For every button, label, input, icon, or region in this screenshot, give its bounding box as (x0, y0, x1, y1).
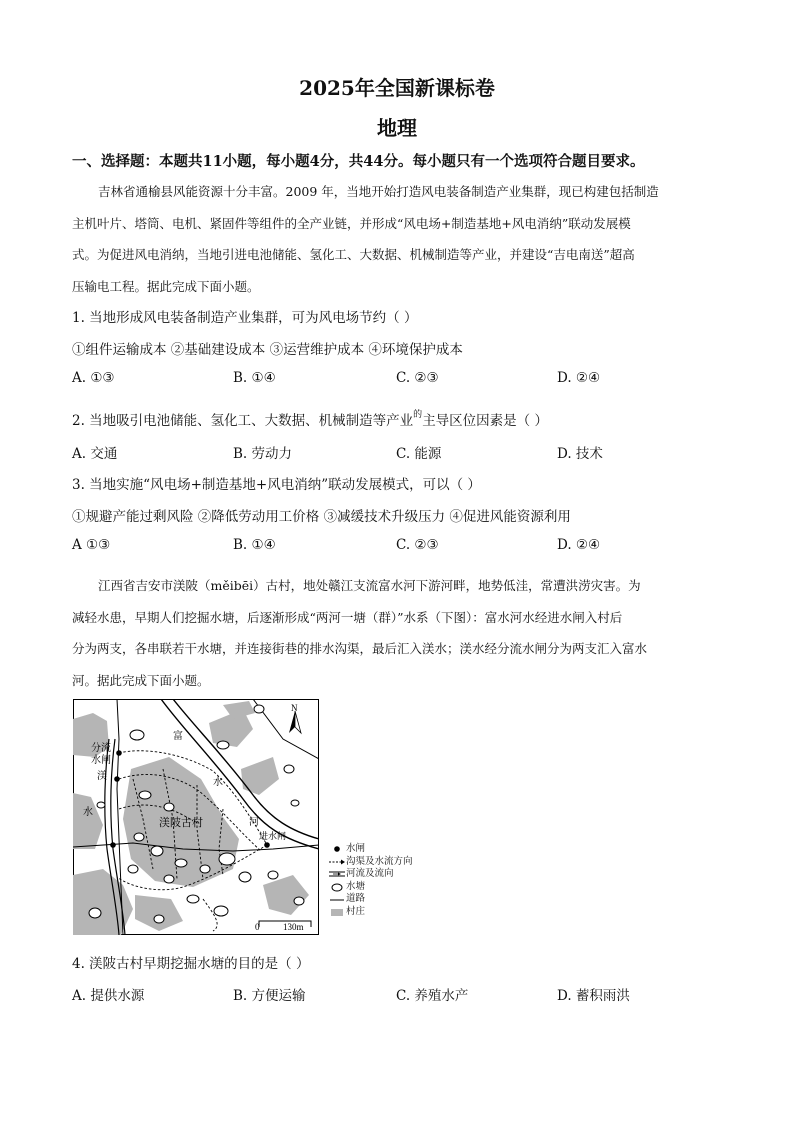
legend-row (328, 868, 413, 881)
passage-line: 压输电工程。据此完成下面小题。 (72, 278, 260, 294)
q3-option-c[interactable]: C. ②③ (396, 537, 439, 553)
legend-label: 村庄 (346, 905, 366, 917)
river-symbol-icon (328, 870, 346, 878)
inlet-sluice-label: 进水闸 (259, 831, 287, 841)
q1-option-d[interactable]: D. ②④ (557, 370, 601, 386)
passage-line: 分为两支，各串联若干水塘，并连接街巷的排水沟渠，最后汇入渼水；渼水经分流水闸分为两支汇入富水 (72, 641, 648, 656)
q2-stem-part: 2. 当地吸引电池储能、氢化工、大数据、机械制造等产业 (72, 413, 414, 429)
scale-length: 130m (283, 922, 304, 932)
question-3-stem: 3. 当地实施“风电场+制造基地+风电消纳”联动发展模式，可以（ ） (72, 477, 481, 493)
legend-label: 水闸 (346, 843, 366, 854)
sluice-split-label-2: 水闸 (91, 755, 111, 766)
fushui-label-1: 富 (173, 731, 183, 742)
q3-option-b[interactable]: B. ①④ (233, 537, 276, 553)
q1-option-c[interactable]: C. ②③ (396, 370, 439, 386)
passage-line: 江西省吉安市渼陂（měibēi）古村，地处赣江支流富水河下游河畔，地势低洼，常遭洪涝灾害。为 (98, 578, 641, 593)
passage-line: 主机叶片、塔筒、电机、紧固件等组件的全产业链，并形成“风电场+制造基地+风电消纳”联动发展模 (72, 215, 631, 231)
meishui-label-1: 渼 (97, 771, 107, 782)
village-label: 渼陂古村 (159, 817, 203, 829)
q2-stem-sup: 的 (413, 410, 423, 420)
q1-option-b[interactable]: B. ①④ (233, 370, 276, 386)
question-3-items: ①规避产能过剩风险 ②降低劳动用工价格 ③减缓技术升级压力 ④促进风能资源利用 (72, 509, 571, 525)
sluice-symbol-icon (328, 845, 346, 853)
q2-option-d[interactable]: D. 技术 (557, 446, 603, 462)
sluice-split-label-1: 分流 (91, 743, 111, 754)
legend-row (328, 893, 413, 906)
legend-label: 水塘 (346, 880, 366, 892)
legend-row (328, 906, 413, 919)
meishui-label-2: 水 (83, 807, 93, 818)
scale-zero: 0 (255, 922, 260, 932)
q2-stem-part: 主导区位因素是（ ） (422, 413, 548, 429)
q3-option-d[interactable]: D. ②④ (557, 537, 601, 553)
q4-option-d[interactable]: D. 蓄积雨洪 (557, 988, 630, 1004)
passage-meibei-village (72, 570, 722, 696)
question-2-stem (72, 407, 548, 429)
map-legend (328, 843, 413, 919)
q4-option-a[interactable]: A. 提供水源 (72, 988, 145, 1004)
north-label: N (291, 703, 298, 713)
ditch-symbol-icon (328, 858, 346, 866)
road-symbol-icon (328, 896, 346, 904)
village-symbol-icon (328, 908, 346, 917)
pond-symbol-icon (328, 883, 346, 892)
legend-row (328, 856, 413, 869)
fushui-label-3: 河 (249, 817, 259, 828)
fushui-label-2: 水 (213, 777, 223, 788)
q1-option-a[interactable]: A. ①③ (72, 370, 115, 386)
legend-row (328, 843, 413, 856)
legend-label: 河流及流向 (346, 868, 394, 880)
legend-row (328, 881, 413, 894)
q2-option-b[interactable]: B. 劳动力 (233, 446, 293, 462)
passage-line: 减轻水患，早期人们挖掘水塘，后逐渐形成“两河一塘（群）”水系（下图）：富水河水经进水闸入村后 (72, 609, 623, 625)
passage-line: 河。据此完成下面小题。 (72, 672, 210, 688)
passage-line: 式。为促进风电消纳，当地引进电池储能、氢化工、大数据、机械制造等产业，并建设“吉电南送”超高 (72, 247, 635, 262)
q4-option-b[interactable]: B. 方便运输 (233, 988, 306, 1004)
question-4-stem: 4. 渼陂古村早期挖掘水塘的目的是（ ） (72, 956, 310, 972)
q2-option-c[interactable]: C. 能源 (396, 446, 442, 462)
legend-label: 沟渠及水流方向 (346, 855, 413, 867)
village-water-system-map (73, 699, 319, 935)
question-1-items: ①组件运输成本 ②基础建设成本 ③运营维护成本 ④环境保护成本 (72, 342, 463, 358)
q2-option-a[interactable]: A. 交通 (72, 446, 118, 462)
legend-label: 道路 (346, 893, 366, 905)
q3-option-a[interactable]: A ①③ (72, 537, 111, 553)
subject-title: 地理 (377, 116, 417, 140)
q4-option-c[interactable]: C. 养殖水产 (396, 988, 469, 1004)
paper-title: 2025年全国新课标卷 (299, 76, 495, 100)
passage-line: 吉林省通榆县风能资源十分丰富。2009 年，当地开始打造风电装备制造产业集群，现已构建包括制造 (98, 184, 659, 199)
passage-wind-power (72, 176, 722, 302)
question-1-stem: 1. 当地形成风电装备制造产业集群，可为风电场节约（ ） (72, 310, 418, 326)
section-heading: 一、选择题：本题共11小题，每小题4分，共44分。每小题只有一个选项符合题目要求。 (72, 153, 645, 170)
